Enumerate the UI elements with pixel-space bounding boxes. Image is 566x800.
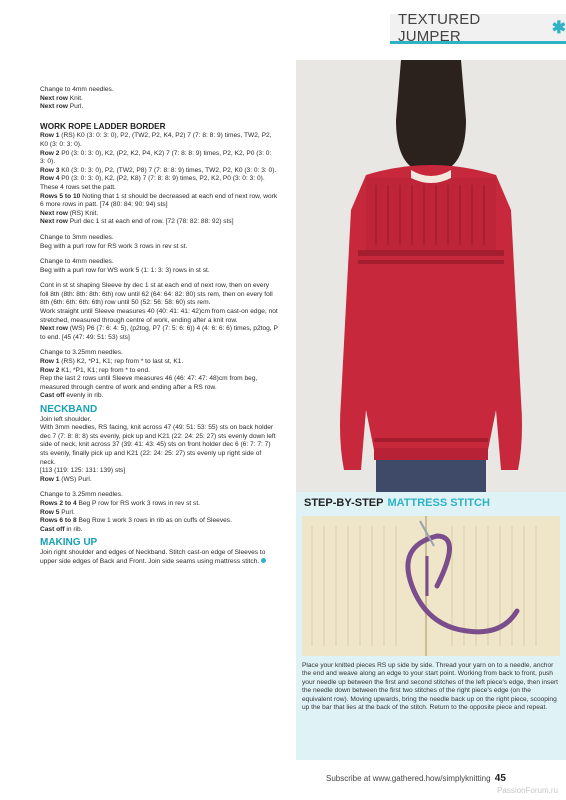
page-footer (326, 773, 506, 784)
rope-row-4: Row 4 P0 (3: 0: 3: 0), K2, (P2, K8) 7 (7: 8: 8: 9) times, P2, K2, P0 (3: 0: 3: 0). (40, 175, 265, 183)
rope-rows-5-10: Rows 5 to 10 Noting that 1 st should be decreased at each end of next row, work 6 more rows in patt. [74 (80: 84: 90: 94) sts] (40, 192, 278, 209)
cuff-repeat: Rep the last 2 rows until Sleeve measures 46 (46: 47: 47: 48)cm from beg, measured through centre of work and ending after a RS row. (40, 375, 258, 391)
making-up-heading: MAKING UP (40, 537, 98, 549)
asterisk-icon: ✱ (551, 17, 566, 37)
neckband-para-2: With 3mm needles, RS facing, knit across 47 (49: 51: 53: 55) sts on back holder dec 7 (7: 8: 8: 8) sts evenly, pick up and K21 (22: 24: 25: 27) sts evenly down left side of neck, knit across 37 (39: 41: 43: 45) sts on front holder dec 6 (6: 7: 7: 7) sts evenly, finally pick up and K21 (22: 24: 25: 27) sts evenly up right side of neck. (40, 424, 276, 466)
jumper-photo (296, 60, 566, 492)
shaping-para-2: Work straight until Sleeve measures 40 (40: 41: 41: 42)cm from cast-on edge, not stretched, measured through centre of work, ending after a knit row. (40, 308, 278, 324)
rope-row-2: Row 2 P0 (3: 0: 3: 0), K2, (P2, K2, P4, K2) 7 (7: 8: 8: 9) times, P2, K2, P0 (3: 0: 3: 0). (40, 149, 272, 166)
section-title: TEXTURED JUMPER (398, 10, 481, 45)
step-by-step-caption: Place your knitted pieces RS up side by side. Thread your yarn on to a needle, anchor the end and weave along an edge to your start point. Working from back to front, push your needle up between the first and second stitches of the left piece's edge, then insert the needle down between the first two stitches of the right piece's edge (on the equivalent row). Moving upwards, bring the needle back up on the right piece, scooping up the bar that lies at the back of the stitch. Return to the opposite piece and repeat. (296, 660, 566, 760)
rope-row-1: Row 1 (RS) K0 (3: 0: 3: 0), P2, (TW2, P2, K4, P2) 7 (7: 8: 8: 9) times, TW2, P2, K0 (3: 0: 3: 0). (40, 132, 272, 148)
neckband-sts: [113 (119: 125: 131: 139) sts] (40, 467, 126, 475)
pattern-instructions (40, 86, 278, 566)
step-by-step-card (296, 492, 566, 670)
rope-next-row-1: Next row (RS) Knit. (40, 209, 99, 217)
needles-line-2: Beg with a purl row for RS work 3 rows in rev st st. (40, 242, 188, 250)
cuff-row-1: Row 1 (RS) K2, *P1, K1; rep from * to last st, K1. (40, 358, 184, 366)
intro-line-3: Next row Purl. (40, 103, 84, 111)
watermark: PassionForum.ru (497, 786, 558, 795)
rope-next-row-2: Next row Purl dec 1 st at each end of row. [72 (78: 82: 88: 92) sts] (40, 218, 234, 226)
end-mark-icon (261, 558, 266, 563)
needles-line-1: Change to 3mm needles. (40, 233, 114, 241)
neckband-row-5: Row 5 Purl. (40, 508, 75, 516)
neckband-rows-2-4: Rows 2 to 4 Beg P row for RS work 3 rows in rev st st. (40, 499, 201, 507)
making-up-para: Join right shoulder and edges of Neckband. Stitch cast-on edge of Sleeves to upper side edges of Back and Front. Join side seams using mattress stitch. (40, 548, 266, 565)
rope-row-3: Row 3 K0 (3: 0: 3: 0), P2, (TW2, P8) 7 (7: 8: 8: 9) times, TW2, P2, K0 (3: 0: 3: 0). (40, 166, 277, 174)
neckband-cast-off: Cast off in rib. (40, 525, 83, 533)
intro-line-2: Next row Knit. (40, 94, 83, 102)
neckband-line-1: Join left shoulder. (40, 415, 92, 423)
neckband-rows-6-8: Rows 6 to 8 Beg Row 1 work 3 rows in rib as on cuffs of Sleeves. (40, 517, 232, 525)
section-header-tab (390, 10, 566, 45)
rope-ladder-heading: WORK ROPE LADDER BORDER (40, 121, 166, 131)
subscribe-link[interactable]: Subscribe at www.gathered.how/simplyknitting (326, 774, 491, 783)
step-by-step-title: STEP-BY-STEP MATTRESS STITCH (304, 497, 490, 509)
mattress-stitch-illustration (302, 516, 560, 656)
neckband-row-1: Row 1 (WS) Purl. (40, 475, 92, 483)
needles-line-3: Change to 4mm needles. (40, 258, 114, 266)
jumper-illustration (296, 60, 566, 492)
rope-line-5: These 4 rows set the patt. (40, 183, 116, 191)
neckband-heading: NECKBAND (40, 404, 98, 415)
cuff-row-2: Row 2 K1, *P1, K1; rep from * to end. (40, 366, 150, 374)
cuff-line-1: Change to 3.25mm needles. (40, 349, 123, 357)
cuff-cast-off: Cast off evenly in rib. (40, 392, 104, 400)
mattress-stitch-photo (302, 516, 560, 656)
intro-line-1: Change to 4mm needles. (40, 86, 114, 93)
needles-line-4: Beg with a purl row for WS work 5 (1: 1: 3: 3) rows in st st. (40, 266, 210, 274)
neckband-change-needles: Change to 3.25mm needles. (40, 491, 123, 499)
shaping-para-1: Cont in st st shaping Sleeve by dec 1 st at each end of next row, then on every foll 8th (8th: 8th: 8th: 6th) row until 62 (64: 64: 82: 80) sts rem, then on every foll 8th (6th: 6th: 6th: 6th) row until 50 (52: 56: 58: 60) sts rem. (40, 282, 273, 307)
page-number: 45 (494, 773, 506, 784)
shaping-next-row: Next row (WS) P6 (7: 6: 4: 5), (p2tog, P7 (7: 5: 6: 6)) 4 (4: 6: 6: 6) times, p2tog, P to end. [45 (47: 49: 51: 53) sts] (40, 325, 278, 341)
